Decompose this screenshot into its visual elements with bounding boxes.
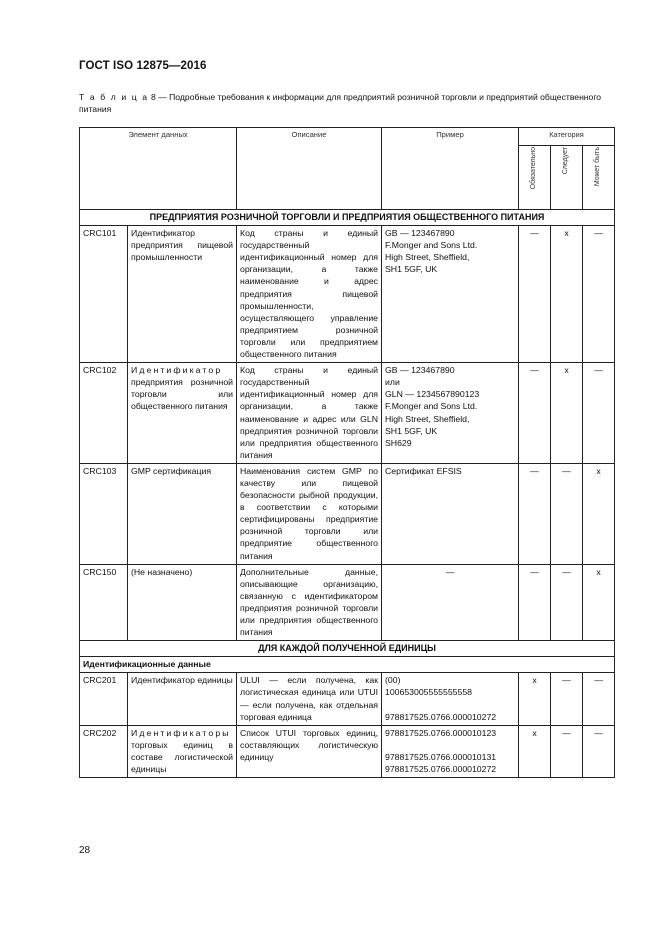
example-line: 978817525.0766.000010272 bbox=[385, 711, 497, 722]
row-example bbox=[382, 725, 519, 777]
row-required: x bbox=[519, 725, 551, 777]
example-line: — bbox=[445, 566, 455, 577]
row-element-lead: Идентификатор bbox=[131, 365, 223, 376]
row-code: CRC103 bbox=[80, 463, 128, 564]
table-caption bbox=[79, 91, 609, 115]
row-may: — bbox=[583, 673, 615, 725]
row-may: x bbox=[583, 564, 615, 641]
table-row bbox=[80, 363, 615, 464]
table-row bbox=[80, 725, 615, 777]
row-should: x bbox=[551, 226, 583, 363]
example-line: High Street, Sheffield, bbox=[385, 413, 470, 424]
row-description: Наименования систем GMP по качеству или пищевой безопасности рыбной продукции, в соответствии с которыми сертифицированы предприятие розничной торговли или предприятие общественного питания bbox=[237, 463, 382, 564]
requirements-table bbox=[79, 127, 615, 778]
example-line: 978817525.0766.000010131 bbox=[385, 751, 497, 762]
example-line: Сертификат EFSIS bbox=[385, 465, 462, 476]
row-required: — bbox=[519, 226, 551, 363]
subsection-title: Идентификационные данные bbox=[80, 657, 615, 673]
row-element-cell bbox=[128, 363, 237, 464]
row-should: — bbox=[551, 463, 583, 564]
row-example bbox=[382, 564, 519, 641]
table-row bbox=[80, 564, 615, 641]
row-element-lead: Идентификаторы bbox=[131, 727, 231, 738]
row-example bbox=[382, 463, 519, 564]
row-may: — bbox=[583, 725, 615, 777]
header-description: Описание bbox=[237, 128, 382, 210]
example-line: или bbox=[385, 377, 400, 388]
row-should: — bbox=[551, 725, 583, 777]
example-line bbox=[385, 739, 515, 751]
row-code: CRC150 bbox=[80, 564, 128, 641]
example-line: F.Monger and Sons Ltd. bbox=[385, 401, 478, 412]
table-row bbox=[80, 673, 615, 725]
row-element: (Не назначено) bbox=[128, 564, 237, 641]
table-header-row bbox=[80, 128, 615, 146]
header-may-cell bbox=[583, 146, 615, 210]
row-description: ULUI — если получена, как логистическая единица или UTUI — если получена, как отдельная торговая единица bbox=[237, 673, 382, 725]
row-code: CRC201 bbox=[80, 673, 128, 725]
row-required: x bbox=[519, 673, 551, 725]
section-row bbox=[80, 210, 615, 226]
row-description: Код страны и единый государственный идентификационный номер для организации, а также наименование и адрес предприятия пищевой промышленности, осуществляющего управление предприятием розничной торговли или предприятием общественного питания bbox=[237, 226, 382, 363]
row-code: CRC102 bbox=[80, 363, 128, 464]
example-line: GLN — 1234567890123 bbox=[385, 389, 480, 400]
section-title: ДЛЯ КАЖДОЙ ПОЛУЧЕННОЙ ЕДИНИЦЫ bbox=[80, 641, 615, 657]
row-description: Список UTUI торговых единиц, составляющих логистическую единицу bbox=[237, 725, 382, 777]
row-may: — bbox=[583, 363, 615, 464]
row-description: Код страны и единый государственный идентификационный номер для организации, а также наименование и адрес или GLN предприятия розничной торговли или предприятия общественного питания bbox=[237, 363, 382, 464]
row-example bbox=[382, 363, 519, 464]
row-element: Идентификатор единицы bbox=[128, 673, 237, 725]
example-line: (00) bbox=[385, 675, 401, 686]
header-example: Пример bbox=[382, 128, 519, 210]
header-required-cell bbox=[519, 146, 551, 210]
page-number: 28 bbox=[79, 845, 91, 856]
row-required: — bbox=[519, 564, 551, 641]
row-required: — bbox=[519, 463, 551, 564]
row-required: — bbox=[519, 363, 551, 464]
header-should-cell bbox=[551, 146, 583, 210]
subsection-row bbox=[80, 657, 615, 673]
section-title: ПРЕДПРИЯТИЯ РОЗНИЧНОЙ ТОРГОВЛИ И ПРЕДПРИЯТИЯ ОБЩЕСТВЕННОГО ПИТАНИЯ bbox=[80, 210, 615, 226]
example-line: SH1 5GF, UK bbox=[385, 264, 438, 275]
row-description: Дополнительные данные, описывающие организацию, связанную с идентификатором предприятия розничной торговли или предприятия общественного питания bbox=[237, 564, 382, 641]
row-code: CRC202 bbox=[80, 725, 128, 777]
example-line: GB — 123467890 bbox=[385, 365, 455, 376]
row-element: Идентификатор предприятия пищевой промышленности bbox=[128, 226, 237, 363]
row-should: — bbox=[551, 673, 583, 725]
example-line: SH1 5GF, UK bbox=[385, 425, 438, 436]
example-line: SH629 bbox=[385, 437, 412, 448]
header-element: Элемент данных bbox=[80, 128, 237, 210]
row-element: предприятия розничной торговли или общественного питания bbox=[131, 377, 234, 412]
example-line: 978817525.0766.000010272 bbox=[385, 763, 497, 774]
table-row bbox=[80, 226, 615, 363]
header-required: Обязательно bbox=[530, 147, 538, 190]
caption-text: 8 — Подробные требования к информации для предприятий розничной торговли и предприятий общественного питания bbox=[79, 92, 602, 114]
row-code: CRC101 bbox=[80, 226, 128, 363]
header-should: Следует bbox=[562, 147, 570, 175]
table-row bbox=[80, 463, 615, 564]
row-example bbox=[382, 226, 519, 363]
row-should: x bbox=[551, 363, 583, 464]
example-line: High Street, Sheffield, bbox=[385, 252, 470, 263]
header-may: Может быть bbox=[594, 147, 602, 187]
section-row bbox=[80, 641, 615, 657]
row-element: торговых единиц в составе логистической единицы bbox=[131, 739, 234, 775]
row-may: x bbox=[583, 463, 615, 564]
row-element-cell bbox=[128, 725, 237, 777]
row-may: — bbox=[583, 226, 615, 363]
example-line: F.Monger and Sons Ltd. bbox=[385, 240, 478, 251]
header-category: Категория bbox=[519, 128, 615, 146]
example-line: 100653005555555558 bbox=[385, 687, 472, 698]
example-line: 978817525.0766.000010123 bbox=[385, 727, 497, 738]
caption-prefix: Т а б л и ц а bbox=[79, 92, 149, 102]
row-should: — bbox=[551, 564, 583, 641]
document-header: ГОСТ ISO 12875—2016 bbox=[79, 60, 207, 72]
example-line bbox=[385, 699, 515, 711]
row-element: GMP сертификация bbox=[128, 463, 237, 564]
row-example bbox=[382, 673, 519, 725]
example-line: GB — 123467890 bbox=[385, 228, 455, 239]
